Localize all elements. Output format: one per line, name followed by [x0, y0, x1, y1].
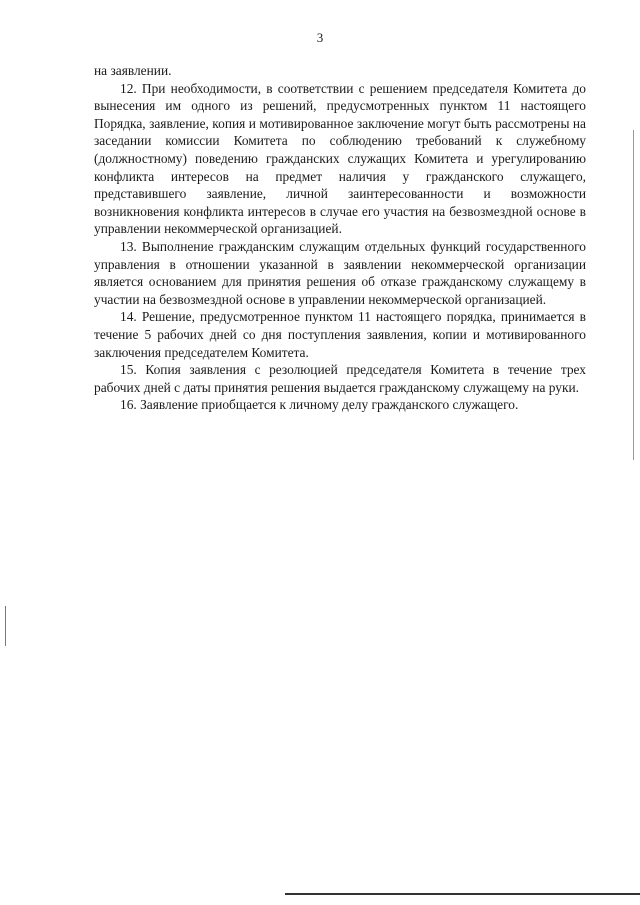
paragraph-item-12: 12. При необходимости, в соответствии с решением председателя Комитета до вынесения им одного из решений, предусмотренных пунктом 11 настоящего Порядка, заявление, копия и мотивированное заключение могут быть рассмотрены на заседании комиссии Комитета по соблюдению требований к служебному (должностному) поведению гражданских служащих Комитета и урегулированию конфликта интересов на предмет наличия у гражданского служащего, представившего заявление, личной заинтересованности и возможности возникновения конфликта интересов в случае его участия на безвозмездной основе в управлении некоммерческой организацией.: [94, 80, 586, 237]
scan-bottom-rule: [285, 893, 640, 895]
page-number: 3: [316, 30, 324, 45]
paragraph-continuation: на заявлении.: [94, 63, 172, 78]
scan-margin-mark-left: [5, 606, 6, 646]
paragraph-item-13: 13. Выполнение гражданским служащим отдельных функций государственного управления в отношении указанной в заявлении некоммерческой организации является основанием для принятия решения об отказе гражданскому служащему в участии на безвозмездной основе в управлении некоммерческой организацией.: [94, 238, 586, 307]
document-body: [94, 62, 586, 414]
paragraph-item-15: 15. Копия заявления с резолюцией председателя Комитета в течение трех рабочих дней с даты принятия решения выдается гражданскому служащему на руки.: [94, 362, 586, 395]
paragraph-item-14: 14. Решение, предусмотренное пунктом 11 настоящего порядка, принимается в течение 5 рабочих дней со дня поступления заявления, копии и мотивированного заключения председателем Комитета.: [94, 309, 586, 360]
paragraph-item-16: 16. Заявление приобщается к личному делу гражданского служащего.: [120, 397, 519, 413]
scan-margin-mark-right: [633, 130, 634, 460]
